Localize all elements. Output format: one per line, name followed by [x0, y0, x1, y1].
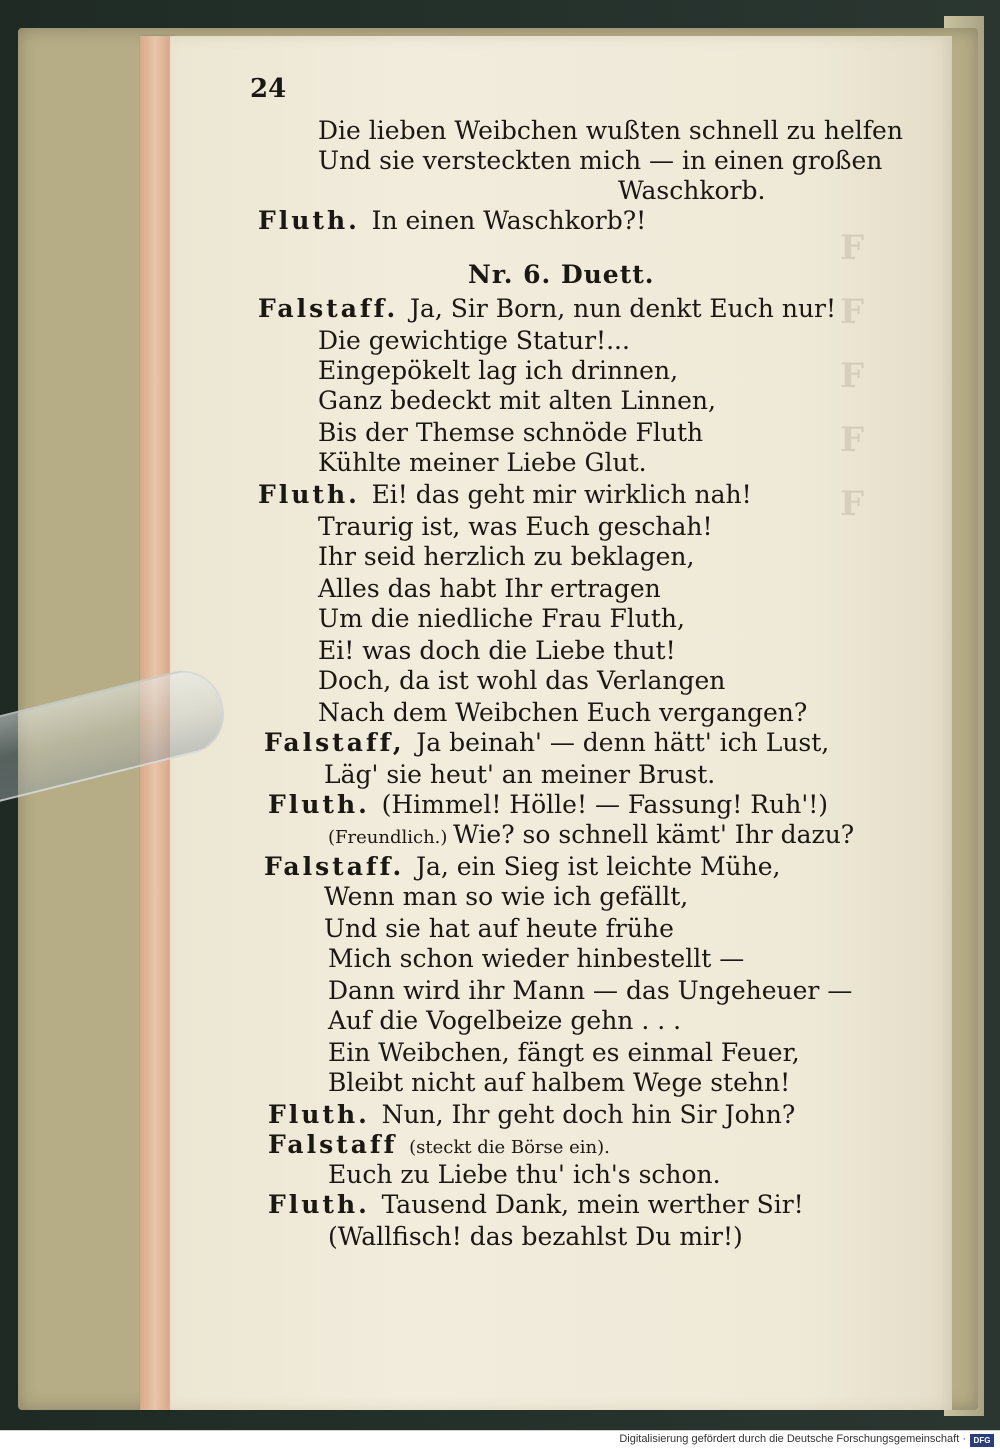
verse-line: [318, 666, 725, 695]
line-text: Ja beinah' — denn hätt' ich Lust,: [416, 728, 830, 757]
verse-line: [268, 1100, 795, 1129]
speaker-name: Fluth.: [258, 480, 372, 509]
verse-line: [328, 976, 852, 1005]
line-text: Wie? so schnell kämt' Ihr dazu?: [453, 820, 855, 849]
line-text: Waschkorb.: [618, 176, 766, 205]
line-text: Bleibt nicht auf halbem Wege stehn!: [328, 1068, 791, 1097]
speaker-name: Falstaff,: [264, 728, 417, 757]
verse-line: [318, 636, 676, 665]
speaker-name: Falstaff: [268, 1130, 410, 1159]
verse-line: [318, 386, 716, 415]
verse-line: [328, 1222, 743, 1251]
verse-line: [318, 574, 661, 603]
line-text: Dann wird ihr Mann — das Ungeheuer —: [328, 976, 853, 1005]
verse-line: [258, 294, 836, 323]
verse-line: [268, 1130, 610, 1159]
verse-line: [268, 790, 828, 819]
verse-line: [324, 760, 715, 789]
stage-direction: (steckt die Börse ein).: [409, 1137, 610, 1158]
speaker-name: Fluth.: [258, 206, 372, 235]
line-text: Bis der Themse schnöde Fluth: [318, 418, 704, 447]
verse-line: [324, 914, 674, 943]
line-text: Nr. 6. Duett.: [468, 260, 655, 289]
verse-line: [264, 852, 781, 881]
verse-line: [318, 448, 647, 477]
line-text: Kühlte meiner Liebe Glut.: [318, 448, 647, 477]
page-number: 24: [250, 74, 287, 104]
digitization-footer: [0, 1430, 1000, 1449]
line-text: Ganz bedeckt mit alten Linnen,: [318, 386, 716, 415]
line-text: Nun, Ihr geht doch hin Sir John?: [381, 1100, 796, 1129]
speaker-name: Fluth.: [268, 1190, 382, 1219]
line-text: Ja, ein Sieg ist leichte Mühe,: [415, 852, 781, 881]
line-text: Eingepökelt lag ich drinnen,: [318, 356, 679, 385]
line-text: Wenn man so wie ich gefällt,: [324, 882, 689, 911]
footer-credit: Digitalisierung gefördert durch die Deutsche Forschungsgemeinschaft ·: [619, 1433, 966, 1445]
line-text: Alles das habt Ihr ertragen: [318, 574, 661, 603]
verse-line: [618, 176, 765, 205]
verse-line: [258, 206, 646, 235]
line-text: (Himmel! Hölle! — Fassung! Ruh'!): [381, 790, 828, 819]
verse-line: [318, 418, 703, 447]
line-text: Ein Weibchen, fängt es einmal Feuer,: [328, 1038, 800, 1067]
speaker-name: Falstaff.: [258, 294, 410, 323]
speaker-name: Fluth.: [268, 790, 382, 819]
line-text: Ja, Sir Born, nun denkt Euch nur!: [409, 294, 837, 323]
line-text: Und sie hat auf heute frühe: [324, 914, 674, 943]
line-text: Mich schon wieder hinbestellt —: [328, 944, 745, 973]
verse-line: [328, 1038, 800, 1067]
line-text: (Wallfisch! das bezahlst Du mir!): [328, 1222, 743, 1251]
line-text: Tausend Dank, mein werther Sir!: [381, 1190, 804, 1219]
line-text: Auf die Vogelbeize gehn . . .: [328, 1006, 682, 1035]
line-text: Die lieben Weibchen wußten schnell zu helfen: [318, 116, 903, 145]
line-text: Um die niedliche Frau Fluth,: [318, 604, 685, 633]
line-text: Die gewichtige Statur!...: [318, 326, 630, 355]
section-heading: [468, 260, 655, 289]
verse-line: [324, 882, 688, 911]
speaker-name: Fluth.: [268, 1100, 382, 1129]
verse-line: [318, 542, 694, 571]
line-text: Und sie versteckten mich — in einen großen: [318, 146, 883, 175]
bleed-through-text: F F F F F: [840, 228, 865, 524]
verse-line: [328, 820, 854, 849]
line-text: Traurig ist, was Euch geschah!: [318, 512, 713, 541]
line-text: Ei! das geht mir wirklich nah!: [371, 480, 752, 509]
stage-direction: (Freundlich.): [328, 827, 454, 848]
line-text: Läg' sie heut' an meiner Brust.: [324, 760, 716, 789]
dfg-logo: DFG: [970, 1434, 994, 1447]
verse-line: [318, 326, 630, 355]
line-text: Doch, da ist wohl das Verlangen: [318, 666, 726, 695]
line-text: Euch zu Liebe thu' ich's schon.: [328, 1160, 721, 1189]
verse-line: [328, 1068, 790, 1097]
verse-line: [328, 944, 744, 973]
verse-line: [328, 1160, 721, 1189]
speaker-name: Falstaff.: [264, 852, 416, 881]
line-text: Nach dem Weibchen Euch vergangen?: [318, 698, 808, 727]
verse-line: [318, 698, 807, 727]
verse-line: [318, 116, 903, 145]
line-text: Ihr seid herzlich zu beklagen,: [318, 542, 695, 571]
verse-line: [258, 480, 752, 509]
verse-line: [318, 356, 678, 385]
verse-line: [318, 146, 882, 175]
verse-line: [268, 1190, 804, 1219]
verse-line: [264, 728, 829, 757]
line-text: Ei! was doch die Liebe thut!: [318, 636, 676, 665]
verse-line: [318, 604, 685, 633]
verse-line: [328, 1006, 681, 1035]
line-text: In einen Waschkorb?!: [371, 206, 647, 235]
verse-line: [318, 512, 713, 541]
